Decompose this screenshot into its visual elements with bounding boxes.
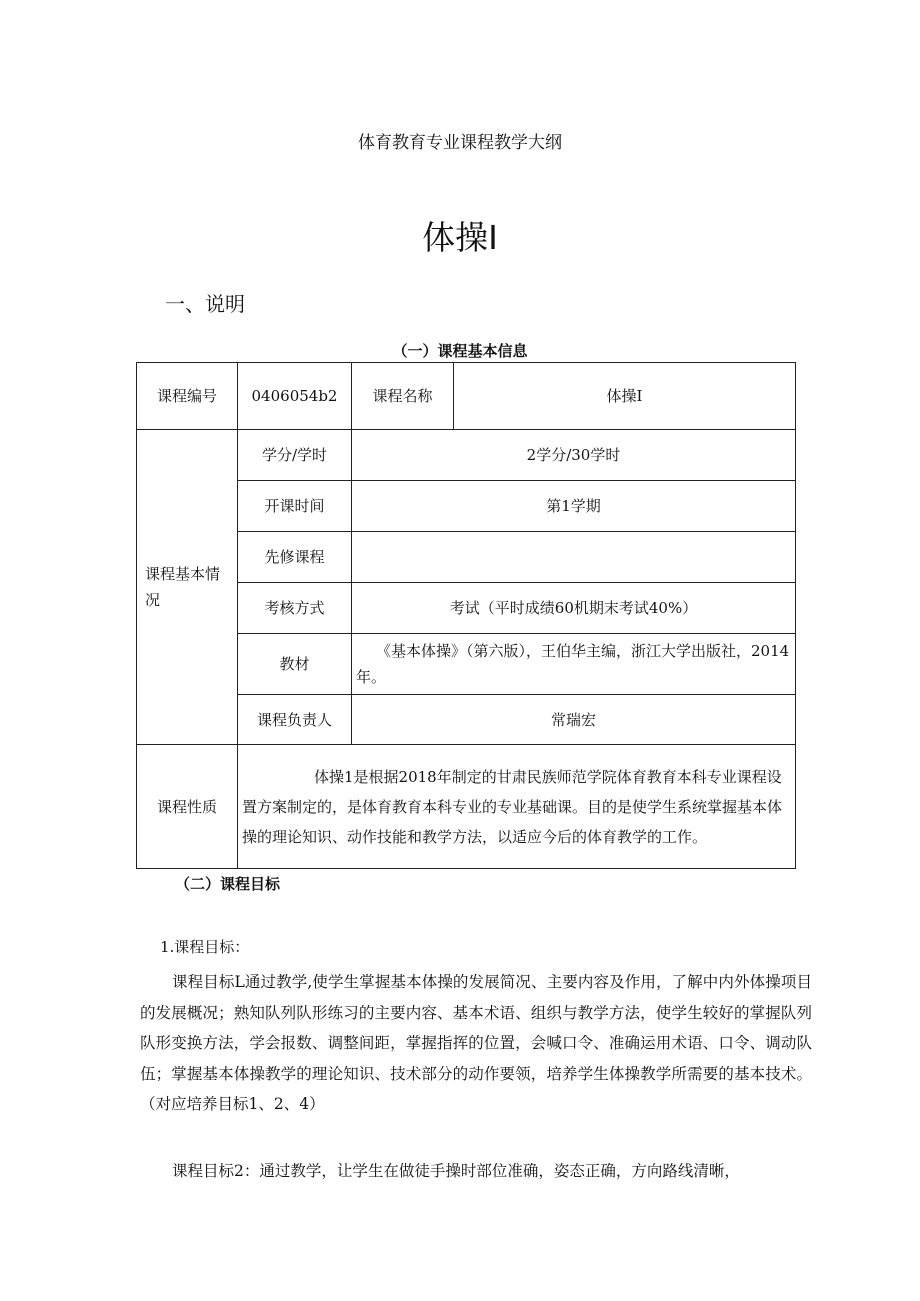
table-row — [137, 745, 796, 869]
subsection-heading: （二）课程目标 — [175, 875, 281, 893]
basic-info-label — [137, 430, 238, 745]
goal-2-paragraph: 课程目标2：通过教学，让学生在做徒手操时部位准确，姿态正确，方向路线清晰， — [172, 1162, 740, 1180]
row-label: 教材 — [238, 634, 352, 695]
row-label: 开课时间 — [238, 481, 352, 532]
table-row — [137, 430, 796, 481]
table-caption: （一）课程基本信息 — [392, 342, 528, 360]
goal-heading: 1.课程目标： — [160, 938, 250, 956]
nature-label: 课程性质 — [137, 745, 238, 869]
course-code-label: 课程编号 — [137, 363, 238, 430]
page-subtitle: 体育教育专业课程教学大纲 — [358, 133, 562, 153]
row-value — [352, 532, 796, 583]
course-name-value: 体操Ⅰ — [454, 363, 796, 430]
table-row — [137, 363, 796, 430]
basic-info-text: 课程基本情况 — [145, 565, 221, 609]
row-value: 常瑞宏 — [352, 695, 796, 745]
goal-1-paragraph: 课程目标L通过教学,使学生掌握基本体操的发展简况、主要内容及作用，了解中内外体操项目的发展概况；熟知队列队形练习的主要内容、基本术语、组织与教学方法，使学生较好的掌握队列队形变换方法，学会报数、调整间距，掌握指挥的位置，会喊口令、准确运用术语、口令、调动队伍；掌握基本体操教学的理论知识、技术部分的动作要领，培养学生体操教学所需要的基本技术。（对应培养目标1、2、4） — [140, 973, 812, 1113]
row-label: 课程负责人 — [238, 695, 352, 745]
page-title: 体操Ⅰ — [422, 218, 498, 257]
nature-value: 体操1是根据2018年制定的甘肃民族师范学院体育教育本科专业课程设置方案制定的，是体育教育本科专业的专业基础课。目的是使学生系统掌握基本体操的理论知识、动作技能和教学方法，以适应今后的体育教学的工作。 — [238, 745, 796, 869]
course-name-label: 课程名称 — [352, 363, 454, 430]
row-value: 考试（平时成绩60机期末考试40%） — [352, 583, 796, 634]
course-code-value: 0406054b2 — [238, 363, 352, 430]
textbook-value: 《基本体操》（第六版），王伯华主编，浙江大学出版社，2014年。 — [352, 634, 796, 695]
row-label: 先修课程 — [238, 532, 352, 583]
section-heading: 一、说明 — [165, 292, 245, 316]
course-info-table — [136, 362, 796, 869]
row-label: 学分/学时 — [238, 430, 352, 481]
row-value: 2学分/30学时 — [352, 430, 796, 481]
row-value: 第1学期 — [352, 481, 796, 532]
row-label: 考核方式 — [238, 583, 352, 634]
